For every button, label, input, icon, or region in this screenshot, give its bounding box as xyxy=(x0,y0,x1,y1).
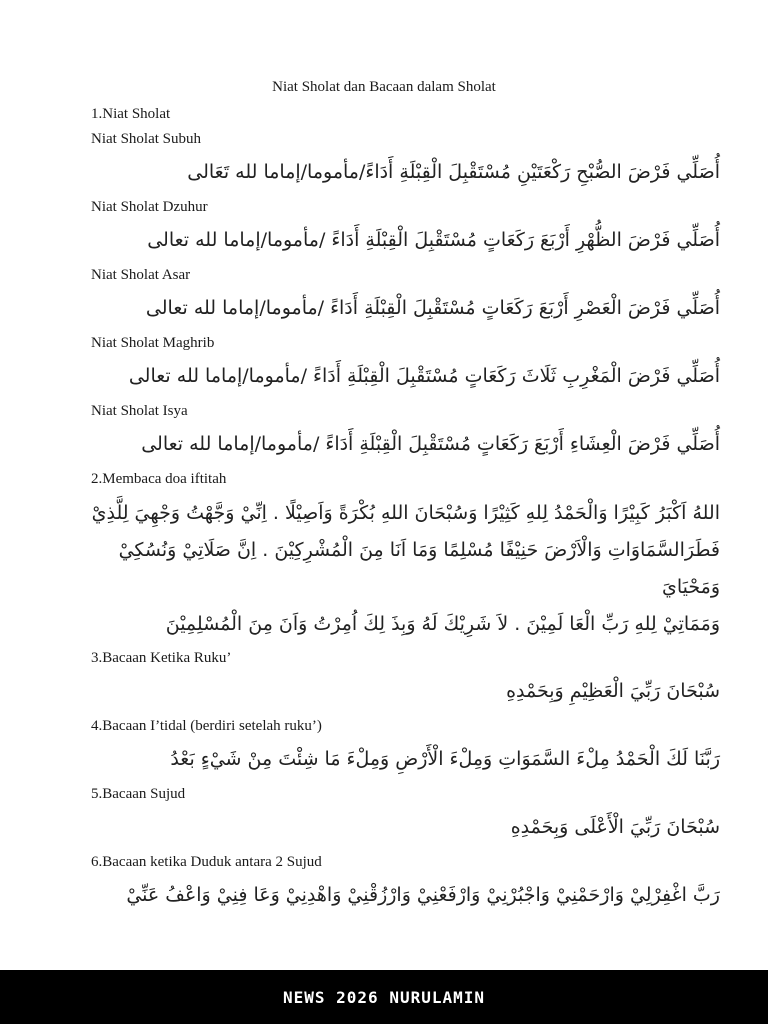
heading-doa-iftitah: 2.Membaca doa iftitah xyxy=(91,471,227,487)
arabic-bacaan-sujud: سُبْحَانَ رَبِّيَ الْأَعْلَى وَبِحَمْدِهِ xyxy=(510,816,720,838)
heading-bacaan-sujud: 5.Bacaan Sujud xyxy=(91,786,186,802)
arabic-bacaan-duduk: رَبَّ اغْفِرْلِيْ وَارْحَمْنِيْ وَاجْبُرْنِيْ وَارْفَعْنِيْ وَارْزُقْنِيْ وَاهْدِنِيْ وَعَا فِنِيْ وَاعْفُ عَنِّيْ xyxy=(126,884,720,906)
heading-bacaan-itidal: 4.Bacaan I’tidal (berdiri setelah ruku’) xyxy=(91,718,322,734)
heading-niat-dzuhur: Niat Sholat Dzuhur xyxy=(91,199,208,215)
arabic-doa-iftitah-line-3: وَمَمَاتِيْ لِلهِ رَبِّ الْعَا لَمِيْنَ . لاَ شَرِيْكَ لَهُ وَبِذَ لِكَ اُمِرْتُ وَاَنَ مِنَ الْمُسْلِمِيْنَ xyxy=(165,613,720,635)
arabic-doa-iftitah-line-2: فَطَرَالسَّمَاوَاتِ وَالْاَرْضَ حَنِيْفًا مُسْلِمًا وَمَا اَنَا مِنَ الْمُشْرِكِيْنَ . اِنَّ صَلَاتِيْ وَنُسُكِيْ وَمَحْيَايَ xyxy=(118,539,720,598)
arabic-bacaan-ruku: سُبْحَانَ رَبِّيَ الْعَظِيْمِ وَبِحَمْدِهِ xyxy=(506,680,720,702)
arabic-doa-iftitah xyxy=(91,495,720,643)
heading-bacaan-duduk: 6.Bacaan ketika Duduk antara 2 Sujud xyxy=(91,854,322,870)
document-title: Niat Sholat dan Bacaan dalam Sholat xyxy=(272,79,496,95)
footer-bar xyxy=(0,970,768,1024)
arabic-doa-iftitah-line-1: اللهُ اَكْبَرُ كَبِيْرًا وَالْحَمْدُ لِلهِ كَثِيْرًا وَسُبْحَانَ اللهِ بُكْرَةً وَاَصِيْلًا . اِنِّيْ وَجَّهْتُ وَجْهِيَ لِلَّذِيْ xyxy=(91,502,720,524)
heading-niat-asar: Niat Sholat Asar xyxy=(91,267,191,283)
footer-watermark: NEWS 2026 NURULAMIN xyxy=(282,987,486,1007)
arabic-bacaan-itidal: رَبَّنَا لَكَ الْحَمْدُ مِلْءَ السَّمَوَاتِ وَمِلْءَ الْأَرْضِ وَمِلْءَ مَا شِئْتَ مِنْ شَيْءٍ بَعْدُ xyxy=(170,748,720,770)
arabic-niat-dzuhur: أُصَلِّي فَرْضَ الظُّهْرِ أَرْبَعَ رَكَعَاتٍ مُسْتَقْبِلَ الْقِبْلَةِ أَدَاءً /مأموما/إماما لله تعالى xyxy=(147,229,720,251)
heading-bacaan-ruku: 3.Bacaan Ketika Ruku’ xyxy=(91,650,232,666)
arabic-niat-asar: أُصَلِّي فَرْضَ الْعَصْرِ أَرْبَعَ رَكَعَاتٍ مُسْتَقْبِلَ الْقِبْلَةِ أَدَاءً /مأموما/إماما لله تعالى xyxy=(145,297,720,319)
heading-niat-sholat: 1.Niat Sholat xyxy=(91,106,171,122)
arabic-niat-subuh: أُصَلِّي فَرْضَ الصُّبْحِ رَكْعَتَيْنِ مُسْتَقْبِلَ الْقِبْلَةِ أَدَاءً/مأموما/إماما لله تَعَالى xyxy=(187,161,720,183)
heading-niat-isya: Niat Sholat Isya xyxy=(91,403,188,419)
heading-niat-maghrib: Niat Sholat Maghrib xyxy=(91,335,215,351)
arabic-niat-maghrib: أُصَلِّي فَرْضَ الْمَغْرِبِ ثَلَاثَ رَكَعَاتٍ مُسْتَقْبِلَ الْقِبْلَةِ أَدَاءً /مأموما/إماما لله تعالى xyxy=(128,365,720,387)
heading-niat-subuh: Niat Sholat Subuh xyxy=(91,131,202,147)
arabic-niat-isya: أُصَلِّي فَرْضَ الْعِشَاءِ أَرْبَعَ رَكَعَاتٍ مُسْتَقْبِلَ الْقِبْلَةِ أَدَاءً /مأموما/إماما لله تعالى xyxy=(141,433,720,455)
